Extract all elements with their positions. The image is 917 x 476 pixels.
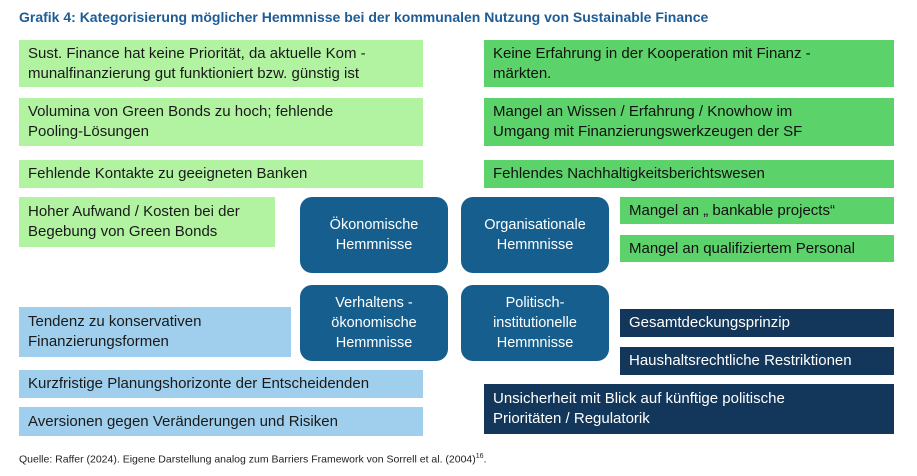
political-barrier-budget-restrictions: Haushaltsrechtliche Restriktionen [620, 347, 894, 375]
economic-barrier-priority: Sust. Finance hat keine Priorität, da aktuelle Kom - munalfinanzierung gut funktioniert bzw. günstig ist [19, 40, 423, 87]
organisational-barrier-staff: Mangel an qualifiziertem Personal [620, 235, 894, 262]
political-barrier-coverage-principle: Gesamtdeckungsprinzip [620, 309, 894, 337]
organisational-barrier-reporting: Fehlendes Nachhaltigkeitsberichtswesen [484, 160, 894, 188]
behavioural-barrier-short-term: Kurzfristige Planungshorizonte der Entscheidenden [19, 370, 423, 398]
source-note [19, 453, 486, 466]
category-political: Politisch- institutionelle Hemmnisse [461, 285, 609, 361]
behavioural-barrier-risk-aversion: Aversionen gegen Veränderungen und Risiken [19, 407, 423, 436]
economic-barrier-contacts: Fehlende Kontakte zu geeigneten Banken [19, 160, 423, 188]
political-barrier-uncertainty: Unsicherheit mit Blick auf künftige politische Prioritäten / Regulatorik [484, 384, 894, 434]
chart-title: Grafik 4: Kategorisierung möglicher Hemmnisse bei der kommunalen Nutzung von Sustainable Finance [19, 9, 709, 25]
organisational-barrier-knowhow: Mangel an Wissen / Erfahrung / Knowhow im Umgang mit Finanzierungswerkzeugen der SF [484, 98, 894, 146]
source-text: Quelle: Raffer (2024). Eigene Darstellung analog zum Barriers Framework von Sorrell et al. (2004) [19, 453, 476, 466]
category-behavioural: Verhaltens - ökonomische Hemmnisse [300, 285, 448, 361]
behavioural-barrier-conservative: Tendenz zu konservativen Finanzierungsformen [19, 307, 291, 357]
organisational-barrier-bankable-projects: Mangel an „ bankable projects“ [620, 197, 894, 224]
category-economic: Ökonomische Hemmnisse [300, 197, 448, 273]
source-end: . [483, 453, 487, 466]
source-footnote: 16 [475, 453, 484, 460]
organisational-barrier-experience: Keine Erfahrung in der Kooperation mit Finanz - märkten. [484, 40, 894, 87]
economic-barrier-costs: Hoher Aufwand / Kosten bei der Begebung von Green Bonds [19, 197, 275, 247]
category-organisational: Organisationale Hemmnisse [461, 197, 609, 273]
economic-barrier-volume: Volumina von Green Bonds zu hoch; fehlende Pooling-Lösungen [19, 98, 423, 146]
